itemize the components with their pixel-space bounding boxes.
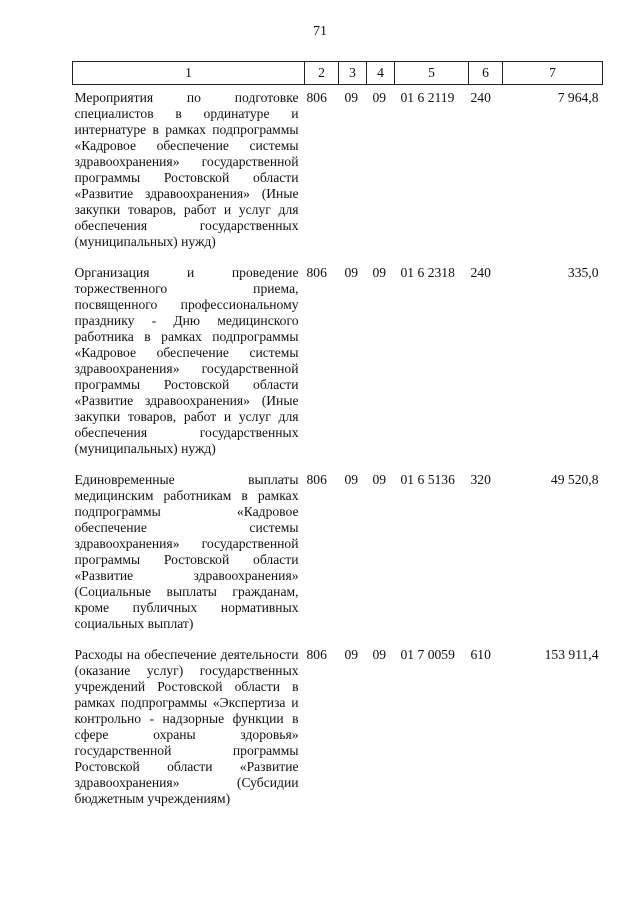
table-row: [73, 647, 603, 822]
row-expense-type: 320: [470, 472, 491, 487]
header-col-4: 4: [367, 62, 395, 85]
row-ministry-code: 806: [306, 647, 327, 662]
row-section-code: 09: [344, 90, 359, 105]
table-row: [73, 85, 603, 266]
header-col-1: 1: [73, 62, 305, 85]
row-description: Организация и проведение торжественного приема, посвященного профессиональному празднику - Дню медицинского работника в рамках подпрограммы «Кадровое обеспечение системы здравоохранения» государственной программы Ростовской области «Развитие здравоохранения» (Иные закупки товаров, работ и услуг для обеспечения государственных (муниципальных) нужд): [74, 265, 299, 456]
header-col-2: 2: [305, 62, 339, 85]
row-description: Мероприятия по подготовке специалистов в ординатуре и интернатуре в рамках подпрограммы «Кадровое обеспечение системы здравоохранения» государственной программы Ростовской области «Развитие здравоохранения» (Иные закупки товаров, работ и услуг для обеспечения государственных (муниципальных) нужд): [74, 90, 299, 249]
row-ministry-code: 806: [306, 90, 327, 105]
page-number: 71: [313, 24, 327, 39]
row-amount: 7 964,8: [557, 90, 599, 105]
row-target-code: 01 6 2119: [400, 90, 455, 105]
table-row: [73, 265, 603, 472]
row-subsection-code: 09: [372, 647, 387, 662]
row-description: Расходы на обеспечение деятельности (оказание услуг) государственных учреждений Ростовской области в рамках подпрограммы «Экспертиза и контрольно - надзорные функции в сфере охраны здоровья» государственной программы Ростовской области «Развитие здравоохранения» (Субсидии бюджетным учреждениям): [74, 647, 299, 806]
header-col-6: 6: [469, 62, 503, 85]
header-col-5: 5: [395, 62, 469, 85]
header-col-7: 7: [503, 62, 603, 85]
table-row: [73, 472, 603, 647]
row-amount: 335,0: [567, 265, 599, 280]
header-row: [73, 62, 603, 85]
table-header: [73, 62, 603, 85]
row-subsection-code: 09: [372, 472, 387, 487]
row-ministry-code: 806: [306, 265, 327, 280]
row-expense-type: 240: [470, 90, 491, 105]
row-amount: 153 911,4: [544, 647, 599, 662]
row-amount: 49 520,8: [550, 472, 599, 487]
budget-table: [72, 61, 603, 822]
header-col-3: 3: [339, 62, 367, 85]
row-expense-type: 240: [470, 265, 491, 280]
row-target-code: 01 6 2318: [400, 265, 455, 280]
row-subsection-code: 09: [372, 265, 387, 280]
row-target-code: 01 6 5136: [400, 472, 455, 487]
row-target-code: 01 7 0059: [400, 647, 455, 662]
row-subsection-code: 09: [372, 90, 387, 105]
table-body: [73, 85, 603, 823]
row-description: Единовременные выплаты медицинским работникам в рамках подпрограммы «Кадровое обеспечение системы здравоохранения» государственной программы Ростовской области «Развитие здравоохранения» (Социальные выплаты гражданам, кроме публичных нормативных социальных выплат): [74, 472, 299, 631]
row-expense-type: 610: [470, 647, 491, 662]
row-section-code: 09: [344, 472, 359, 487]
row-section-code: 09: [344, 265, 359, 280]
row-section-code: 09: [344, 647, 359, 662]
row-ministry-code: 806: [306, 472, 327, 487]
